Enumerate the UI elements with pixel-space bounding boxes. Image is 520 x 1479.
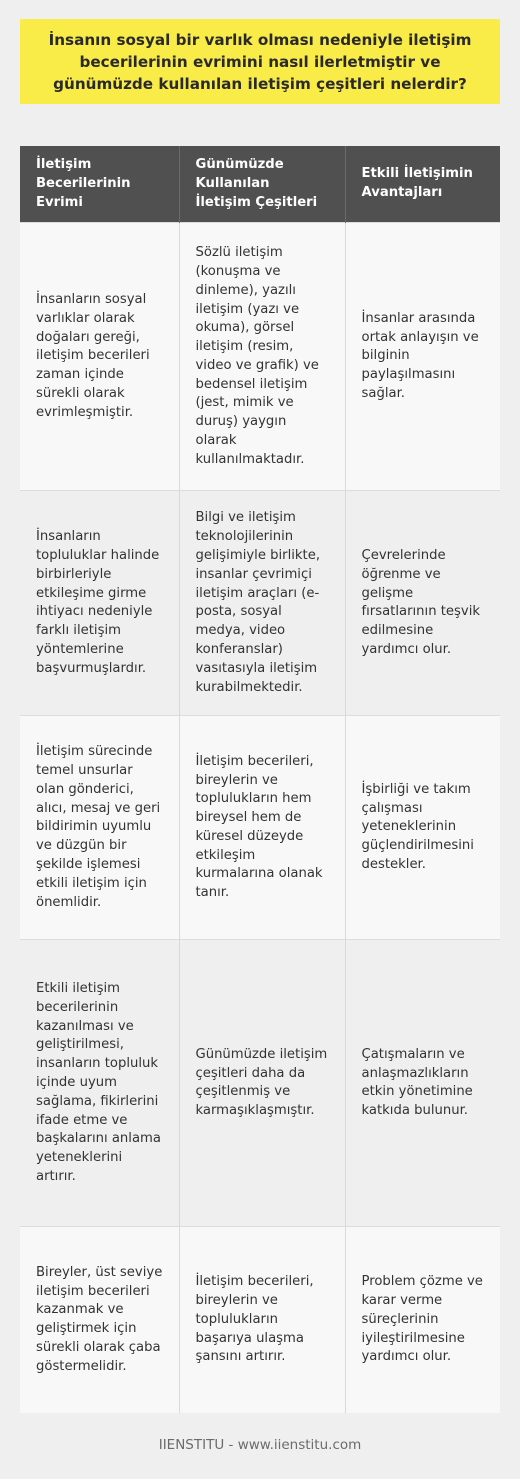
table-cell: Bireyler, üst seviye iletişim becerileri kazanmak ve geliştirmek için sürekli olarak çaba göstermelidir. (20, 1227, 179, 1413)
table-row (20, 223, 500, 491)
table-cell: Etkili iletişim becerilerinin kazanılması ve geliştirilmesi, insanların topluluk içinde uyum sağlama, fikirlerini ifade etme ve başkalarını anlama yeteneklerini artırır. (20, 940, 179, 1227)
column-header-advantages: Etkili İletişimin Avantajları (345, 146, 500, 223)
table-cell: İnsanların sosyal varlıklar olarak doğaları gereği, iletişim becerileri zaman içinde sürekli olarak evrimleşmiştir. (20, 223, 179, 491)
column-header-types: Günümüzde Kullanılan İletişim Çeşitleri (179, 146, 345, 223)
table-cell: Çevrelerinde öğrenme ve gelişme fırsatlarının teşvik edilmesine yardımcı olur. (345, 491, 500, 716)
table-cell: Bilgi ve iletişim teknolojilerinin gelişimiyle birlikte, insanlar çevrimiçi iletişim araçları (e-posta, sosyal medya, video konferanslar) vasıtasıyla iletişim kurabilmektedir. (179, 491, 345, 716)
table-cell: İletişim sürecinde temel unsurlar olan gönderici, alıcı, mesaj ve geri bildirimin uyumlu ve düzgün bir şekilde işlemesi etkili iletişim için önemlidir. (20, 716, 179, 940)
table-row (20, 716, 500, 940)
table-cell: İnsanlar arasında ortak anlayışın ve bilginin paylaşılmasını sağlar. (345, 223, 500, 491)
table-header-row (20, 146, 500, 223)
comparison-table (20, 146, 500, 1413)
footer-credit: IIENSTITU - www.iienstitu.com (158, 1437, 362, 1453)
table-cell: İşbirliği ve takım çalışması yeteneklerinin güçlendirilmesini destekler. (345, 716, 500, 940)
table-cell: İletişim becerileri, bireylerin ve toplulukların başarıya ulaşma şansını artırır. (179, 1227, 345, 1413)
table-cell: Günümüzde iletişim çeşitleri daha da çeşitlenmiş ve karmaşıklaşmıştır. (179, 940, 345, 1227)
table-cell: Sözlü iletişim (konuşma ve dinleme), yazılı iletişim (yazı ve okuma), görsel iletişim (resim, video ve grafik) ve bedensel iletişim (jest, mimik ve duruş) yaygın olarak kullanılmaktadır. (179, 223, 345, 491)
table-cell: İletişim becerileri, bireylerin ve toplulukların hem bireysel hem de küresel düzeyde etkileşim kurmalarına olanak tanır. (179, 716, 345, 940)
title-banner (20, 19, 500, 104)
page-title: İnsanın sosyal bir varlık olması nedeniyle iletişim becerilerinin evrimini nasıl ilerletmiştir ve günümüzde kullanılan iletişim çeşitleri nelerdir? (48, 30, 472, 93)
table-cell: İnsanların topluluklar halinde birbirleriyle etkileşime girme ihtiyacı nedeniyle farklı iletişim yöntemlerine başvurmuşlardır. (20, 491, 179, 716)
table-row (20, 940, 500, 1227)
column-header-evolution: İletişim Becerilerinin Evrimi (20, 146, 179, 223)
table-cell: Problem çözme ve karar verme süreçlerinin iyileştirilmesine yardımcı olur. (345, 1227, 500, 1413)
table-row (20, 1227, 500, 1413)
table-cell: Çatışmaların ve anlaşmazlıkların etkin yönetimine katkıda bulunur. (345, 940, 500, 1227)
table-row (20, 491, 500, 716)
